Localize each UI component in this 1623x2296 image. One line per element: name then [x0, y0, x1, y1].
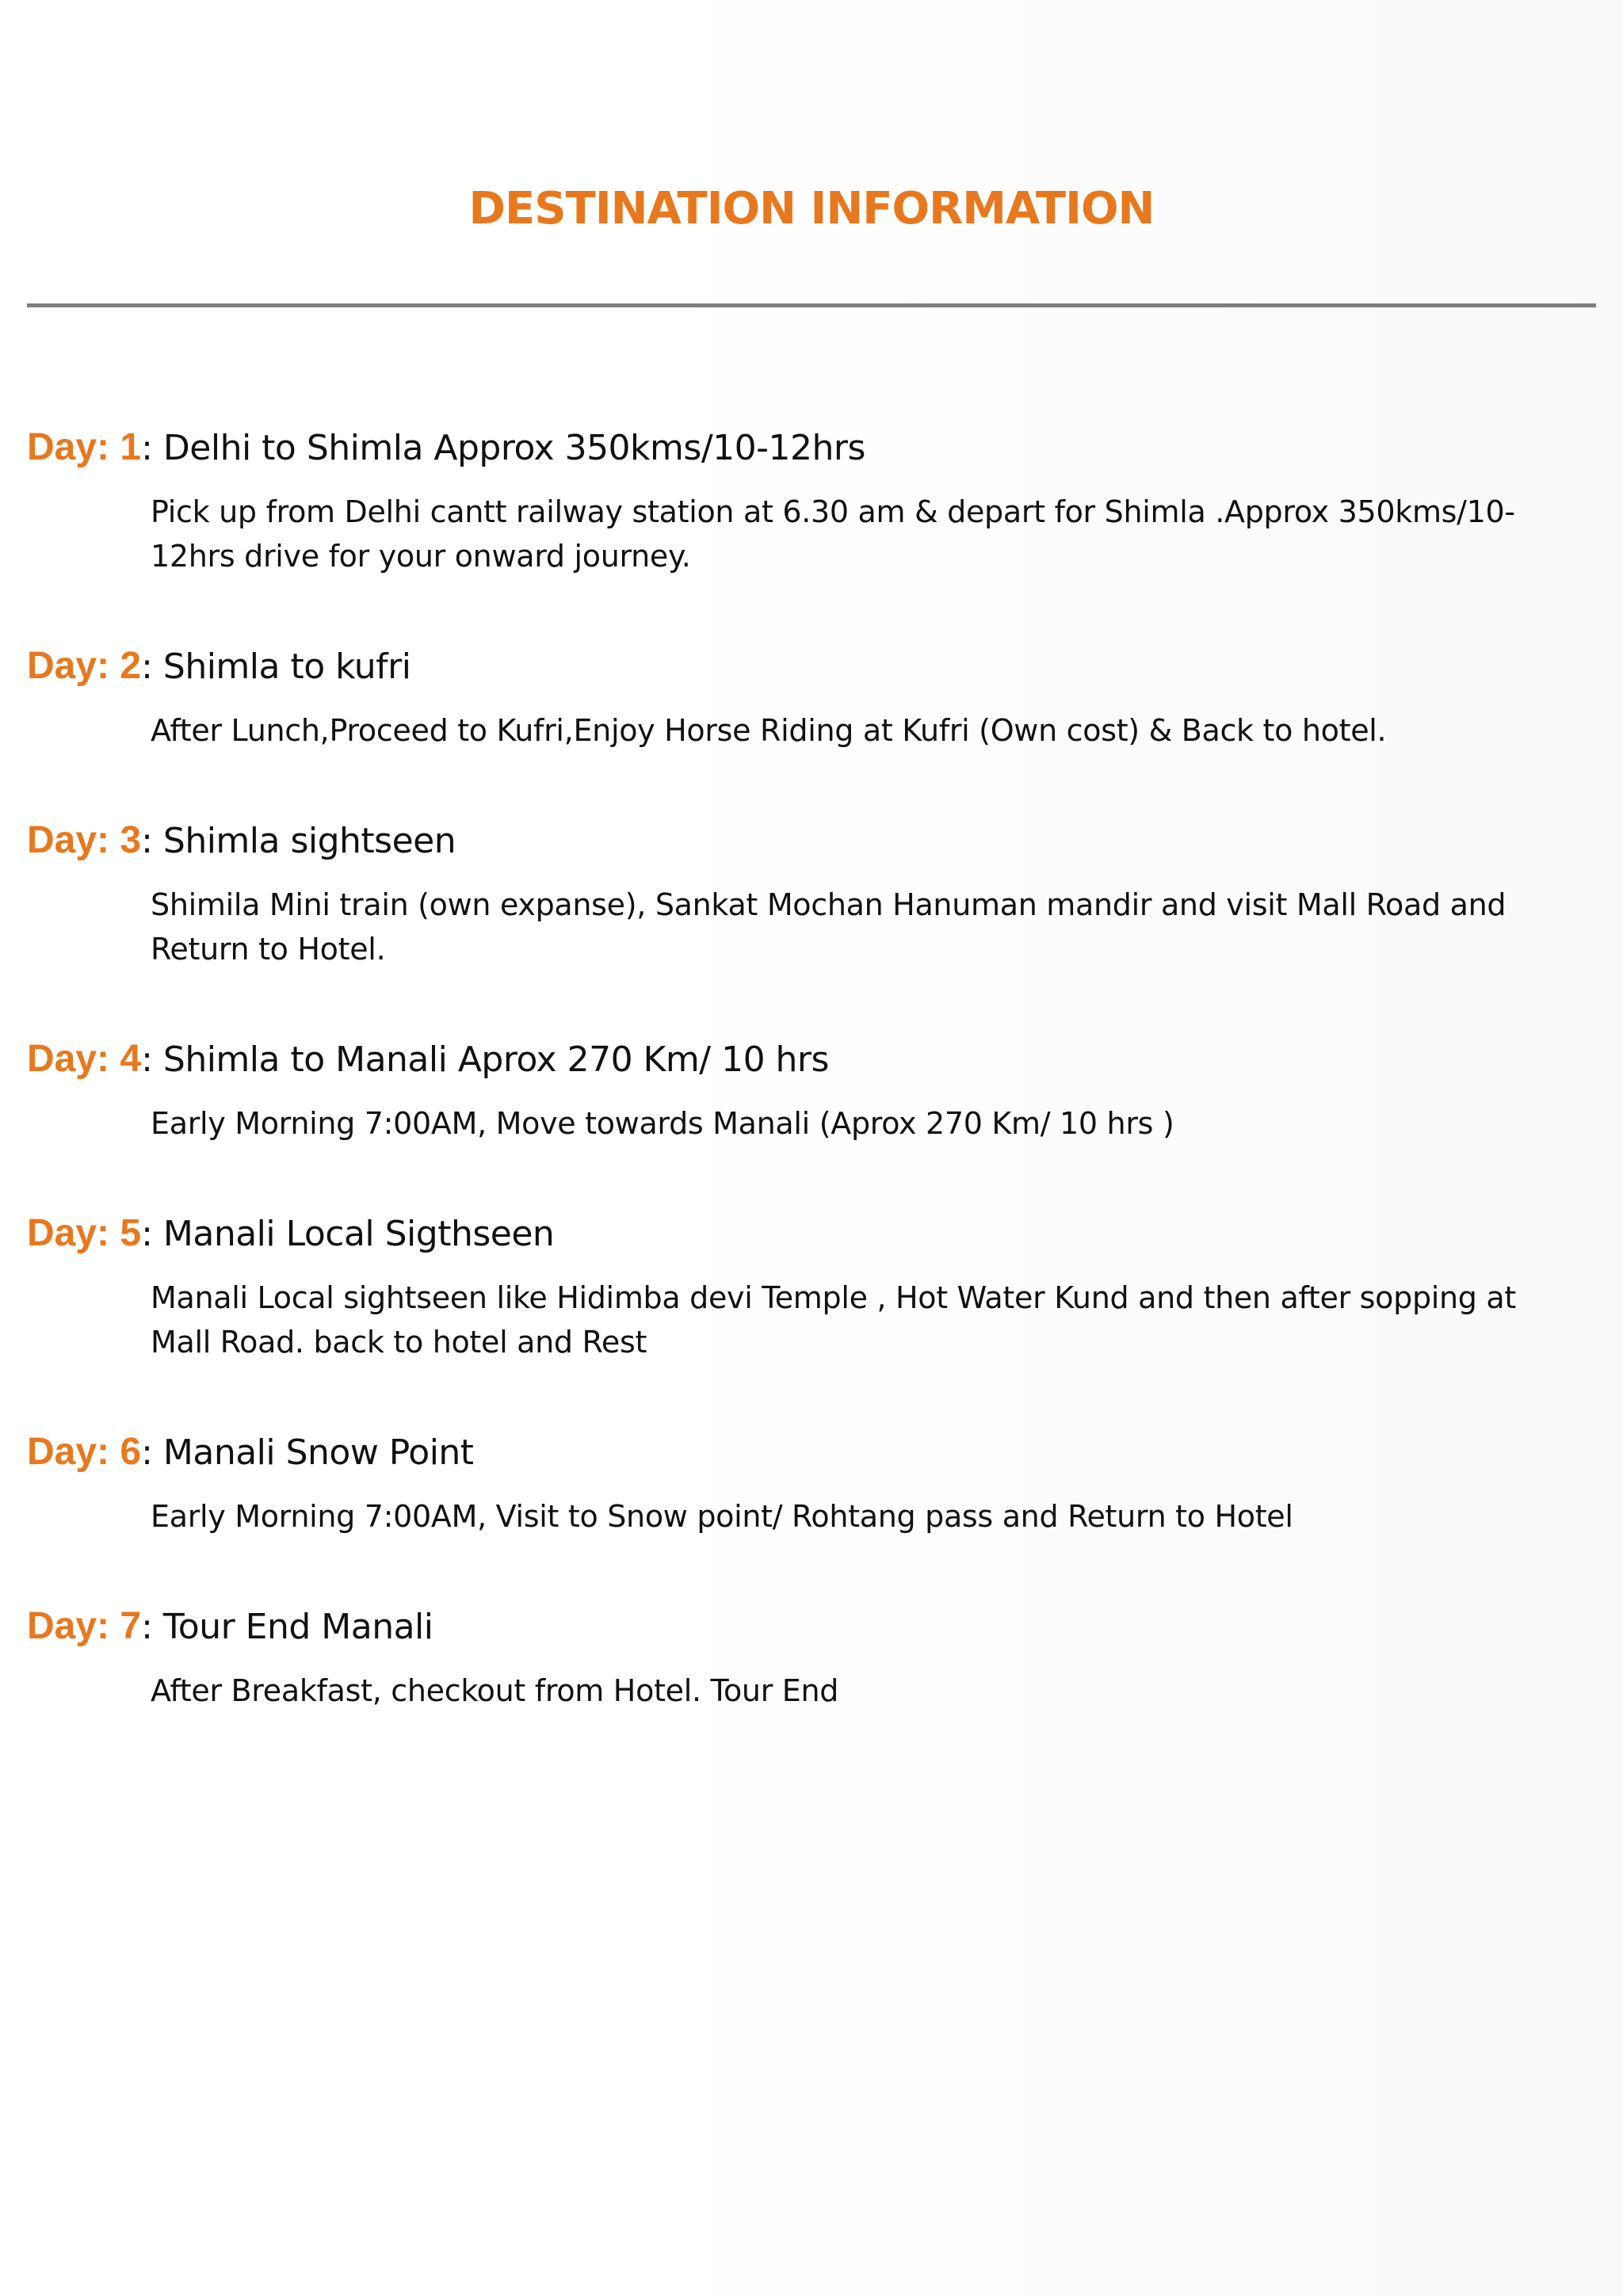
day-label: Day: 6 [27, 1431, 142, 1473]
day-heading [27, 1206, 1596, 1261]
day-title: : Manali Snow Point [141, 1432, 474, 1473]
day-title: : Manali Local Sigthseen [141, 1214, 555, 1254]
day-title: : Shimla sightseen [141, 821, 456, 861]
day-heading [27, 1425, 1596, 1480]
itinerary-day-5 [27, 1206, 1596, 1364]
day-heading [27, 639, 1596, 694]
day-description: After Breakfast, checkout from Hotel. Tour End [151, 1673, 839, 1708]
itinerary-day-7 [27, 1599, 1596, 1713]
day-title: : Shimla to kufri [141, 646, 411, 687]
day-label: Day: 1 [27, 426, 142, 468]
day-heading [27, 420, 1596, 475]
itinerary-day-1 [27, 420, 1596, 578]
day-heading [27, 1032, 1596, 1087]
day-description: After Lunch,Proceed to Kufri,Enjoy Horse Riding at Kufri (Own cost) & Back to hotel. [151, 713, 1387, 748]
day-description: Early Morning 7:00AM, Visit to Snow point/ Rohtang pass and Return to Hotel [151, 1499, 1293, 1534]
day-heading [27, 1599, 1596, 1654]
day-title: : Tour End Manali [141, 1607, 433, 1647]
day-description: Pick up from Delhi cantt railway station at 6.30 am & depart for Shimla .Approx 350kms/10-12hrs drive for your onward journey. [151, 494, 1515, 574]
day-label: Day: 4 [27, 1038, 142, 1080]
day-heading [27, 813, 1596, 868]
page-title: DESTINATION INFORMATION [468, 183, 1155, 235]
day-label: Day: 7 [27, 1605, 142, 1647]
itinerary-day-2 [27, 639, 1596, 753]
day-description: Shimila Mini train (own expanse), Sankat Mochan Hanuman mandir and visit Mall Road and Return to Hotel. [151, 887, 1507, 967]
day-description: Manali Local sightseen like Hidimba devi Temple , Hot Water Kund and then after sopping at Mall Road. back to hotel and Rest [151, 1280, 1516, 1360]
itinerary-day-6 [27, 1425, 1596, 1539]
day-label: Day: 5 [27, 1212, 142, 1254]
itinerary-day-4 [27, 1032, 1596, 1146]
day-title: : Shimla to Manali Aprox 270 Km/ 10 hrs [141, 1039, 829, 1080]
title-divider [27, 303, 1596, 307]
day-label: Day: 3 [27, 819, 142, 861]
day-description: Early Morning 7:00AM, Move towards Manali (Aprox 270 Km/ 10 hrs ) [151, 1106, 1174, 1141]
day-label: Day: 2 [27, 645, 142, 687]
day-title: : Delhi to Shimla Approx 350kms/10-12hrs [141, 428, 865, 468]
itinerary-day-3 [27, 813, 1596, 971]
